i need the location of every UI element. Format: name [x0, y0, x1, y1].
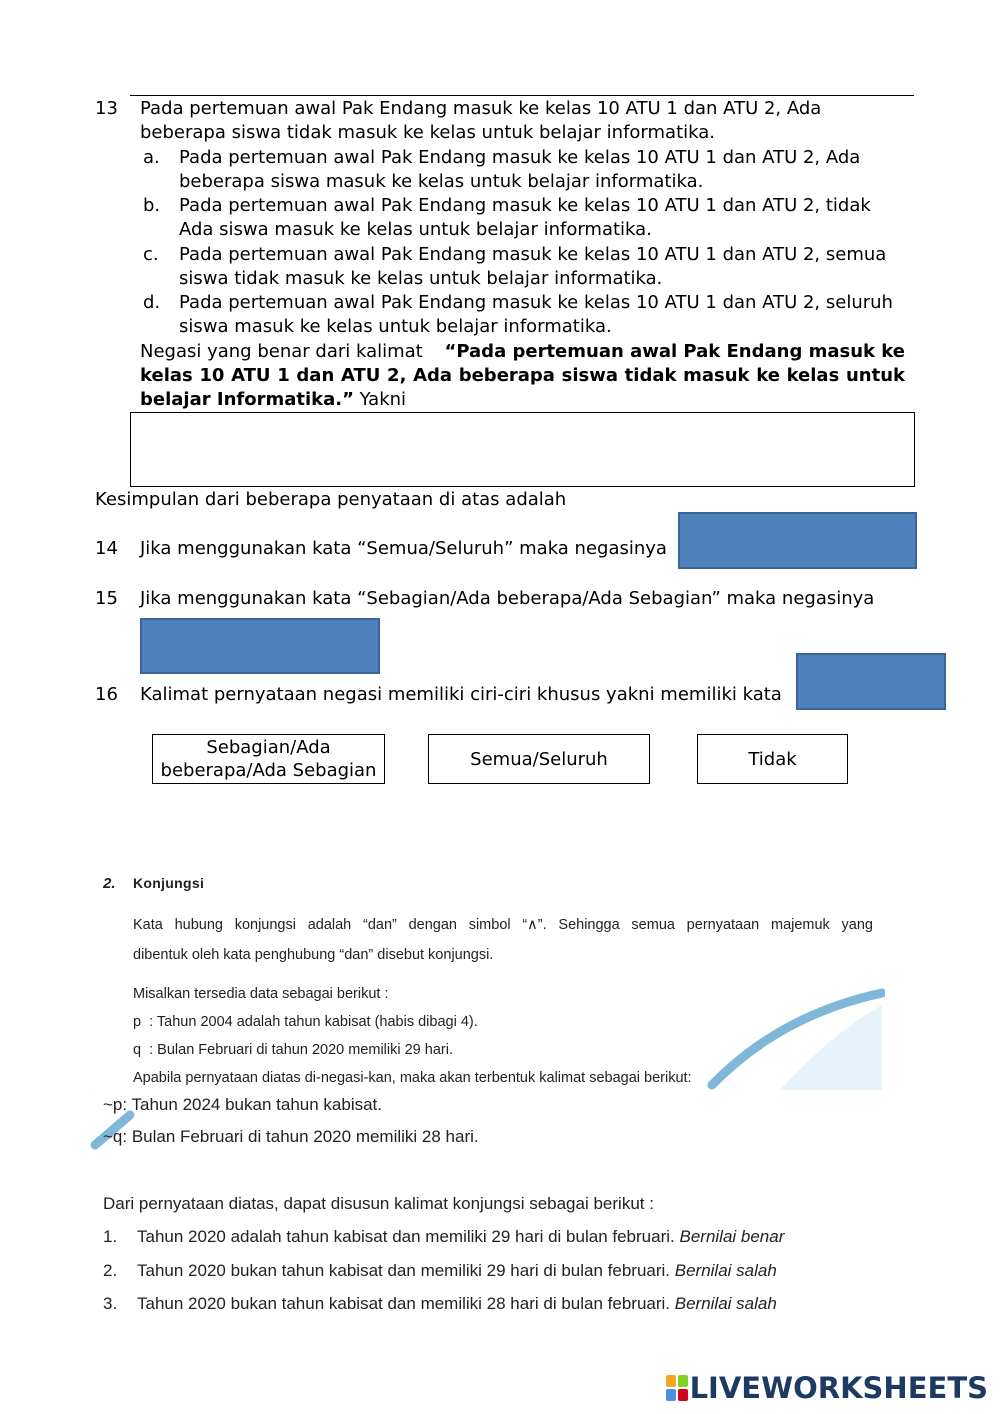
option-d-letter: d. [143, 292, 161, 313]
prompt-line3 [140, 388, 406, 412]
question-14-number: 14 [95, 538, 118, 559]
prompt-line1 [140, 340, 905, 364]
option-c-line1: Pada pertemuan awal Pak Endang masuk ke kelas 10 ATU 1 dan ATU 2, semua [179, 244, 887, 265]
drop-zone-14[interactable] [678, 512, 917, 569]
option-b-letter: b. [143, 195, 161, 216]
question-14-text: Jika menggunakan kata “Semua/Seluruh” maka negasinya [140, 538, 667, 559]
question-15-number: 15 [95, 588, 118, 609]
conjunction-item-1 [137, 1226, 784, 1248]
conjunction-item-2 [137, 1260, 777, 1282]
prompt-suffix: Yakni [359, 389, 407, 410]
para-line2: dibentuk oleh kata penghubung “dan” disebut konjungsi. [133, 947, 494, 963]
conjunction-item-1-value: Bernilai benar [679, 1227, 785, 1246]
choice-sebagian-line2: beberapa/Ada Sebagian [160, 760, 377, 781]
option-d-line1: Pada pertemuan awal Pak Endang masuk ke kelas 10 ATU 1 dan ATU 2, seluruh [179, 292, 893, 313]
drop-zone-15[interactable] [140, 618, 380, 674]
choice-semua[interactable]: Semua/Seluruh [428, 734, 650, 784]
section-title: Konjungsi [133, 875, 205, 891]
top-rule [130, 95, 914, 96]
question-16-text: Kalimat pernyataan negasi memiliki ciri-ciri khusus yakni memiliki kata [140, 684, 782, 705]
prompt-prefix: Negasi yang benar dari kalimat [140, 341, 423, 362]
conjunction-item-2-text: Tahun 2020 bukan tahun kabisat dan memiliki 29 hari di bulan februari. [137, 1261, 671, 1280]
option-c-line2: siswa tidak masuk ke kelas untuk belajar informatika. [179, 268, 663, 289]
option-a-letter: a. [143, 147, 160, 168]
option-b-line2: Ada siswa masuk ke kelas untuk belajar informatika. [179, 219, 652, 240]
conjunction-item-1-number: 1. [103, 1227, 118, 1246]
data-intro: Misalkan tersedia data sebagai berikut : [133, 986, 389, 1002]
negation-q: ~q: Bulan Februari di tahun 2020 memiliki 28 hari. [103, 1127, 479, 1146]
section-number: 2. [103, 875, 116, 892]
option-b-line1: Pada pertemuan awal Pak Endang masuk ke kelas 10 ATU 1 dan ATU 2, tidak [179, 195, 871, 216]
option-a-line2: beberapa siswa masuk ke kelas untuk belajar informatika. [179, 171, 704, 192]
negation-intro: Apabila pernyataan diatas di-negasi-kan, maka akan terbentuk kalimat sebagai berikut: [133, 1070, 692, 1086]
liveworksheets-logo-icon [666, 1375, 688, 1401]
compose-intro: Dari pernyataan diatas, dapat disusun kalimat konjungsi sebagai berikut : [103, 1194, 654, 1213]
para-line1: Kata hubung konjungsi adalah “dan” dengan simbol “∧”. Sehingga semua pernyataan majemuk yang [133, 917, 873, 933]
conjunction-item-3-number: 3. [103, 1294, 118, 1313]
choice-sebagian[interactable] [152, 734, 385, 784]
conclusion-text: Kesimpulan dari beberapa penyataan di atas adalah [95, 489, 567, 510]
choice-tidak[interactable]: Tidak [697, 734, 848, 784]
question-16-number: 16 [95, 684, 118, 705]
question-13-number: 13 [95, 98, 118, 119]
question-15-text: Jika menggunakan kata “Sebagian/Ada beberapa/Ada Sebagian” maka negasinya [140, 588, 875, 609]
statement-q: q : Bulan Februari di tahun 2020 memiliki 29 hari. [133, 1042, 453, 1058]
statement-p: p : Tahun 2004 adalah tahun kabisat (habis dibagi 4). [133, 1014, 478, 1030]
conjunction-item-3-text: Tahun 2020 bukan tahun kabisat dan memiliki 28 hari di bulan februari. [137, 1294, 671, 1313]
conjunction-item-3 [137, 1293, 777, 1315]
liveworksheets-logo[interactable] [666, 1371, 988, 1405]
question-13-stem-line2: beberapa siswa tidak masuk ke kelas untuk belajar informatika. [140, 122, 715, 143]
conjunction-item-2-number: 2. [103, 1261, 118, 1280]
conjunction-item-2-value: Bernilai salah [674, 1261, 777, 1280]
prompt-bold-3: belajar Informatika.” [140, 389, 354, 410]
option-d-line2: siswa masuk ke kelas untuk belajar informatika. [179, 316, 612, 337]
option-a-line1: Pada pertemuan awal Pak Endang masuk ke kelas 10 ATU 1 dan ATU 2, Ada [179, 147, 861, 168]
conjunction-item-3-value: Bernilai salah [674, 1294, 777, 1313]
negation-p: ~p: Tahun 2024 bukan tahun kabisat. [103, 1095, 382, 1114]
choice-sebagian-line1: Sebagian/Ada [206, 737, 331, 758]
decorative-swoosh [700, 985, 885, 1090]
option-c-letter: c. [143, 244, 159, 265]
drop-zone-16[interactable] [796, 653, 946, 710]
liveworksheets-logo-text: LIVEWORKSHEETS [689, 1371, 988, 1405]
prompt-bold-2: kelas 10 ATU 1 dan ATU 2, Ada beberapa siswa tidak masuk ke kelas untuk [140, 365, 905, 386]
answer-input-box[interactable] [130, 412, 915, 487]
conjunction-item-1-text: Tahun 2020 adalah tahun kabisat dan memiliki 29 hari di bulan februari. [137, 1227, 675, 1246]
prompt-bold-1: “Pada pertemuan awal Pak Endang masuk ke [444, 341, 905, 362]
question-13-stem-line1: Pada pertemuan awal Pak Endang masuk ke kelas 10 ATU 1 dan ATU 2, Ada [140, 98, 822, 119]
